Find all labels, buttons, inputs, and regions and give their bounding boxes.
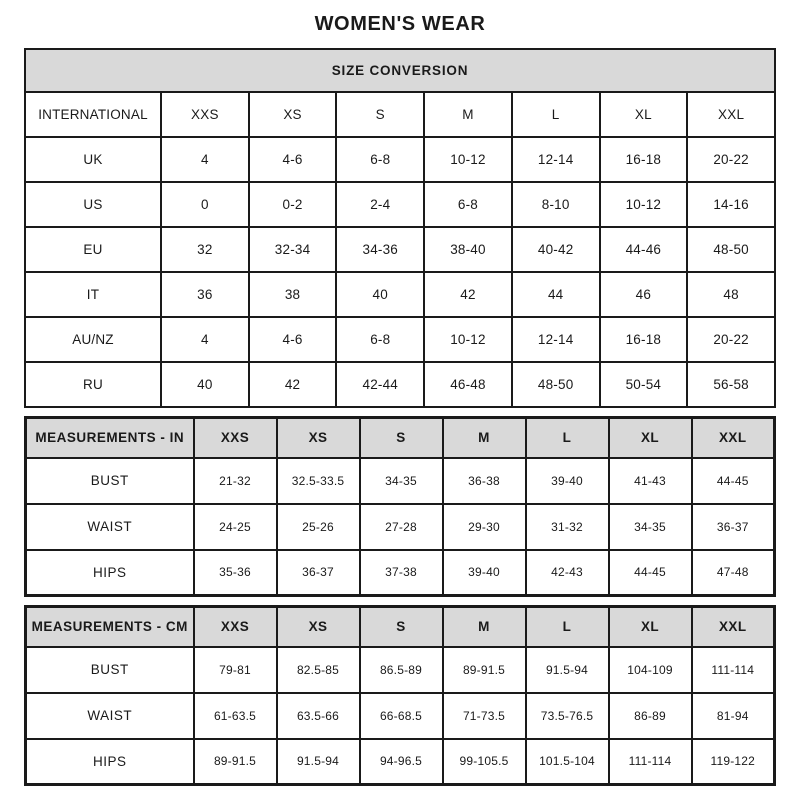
table-cell: 4-6: [249, 317, 337, 362]
row-label: BUST: [26, 458, 194, 504]
table-row: [25, 362, 775, 407]
table-cell: 99-105.5: [443, 739, 526, 785]
row-label: EU: [25, 227, 161, 272]
table-cell: 48-50: [687, 227, 775, 272]
table-cell: 20-22: [687, 137, 775, 182]
measurements-in-table: [24, 416, 776, 597]
table-title: SIZE CONVERSION: [25, 49, 775, 92]
table-cell: 40: [336, 272, 424, 317]
table-cell: 34-35: [360, 458, 443, 504]
table-cell: 6-8: [424, 182, 512, 227]
size-column-header: S: [336, 92, 424, 137]
tables-container: [24, 48, 776, 786]
table-cell: 71-73.5: [443, 693, 526, 739]
size-column-header: L: [512, 92, 600, 137]
table-row: [26, 458, 775, 504]
table-cell: 94-96.5: [360, 739, 443, 785]
size-column-header: XXS: [194, 418, 277, 458]
table-cell: 42: [424, 272, 512, 317]
header-label: MEASUREMENTS - IN: [26, 418, 194, 458]
table-cell: 36-37: [277, 550, 360, 596]
table-cell: 48-50: [512, 362, 600, 407]
table-cell: 41-43: [609, 458, 692, 504]
size-column-header: XXS: [194, 607, 277, 647]
table-cell: 21-32: [194, 458, 277, 504]
table-cell: 44-45: [692, 458, 775, 504]
size-column-header: XL: [600, 92, 688, 137]
table-cell: 10-12: [424, 137, 512, 182]
row-label: WAIST: [26, 504, 194, 550]
table-cell: 31-32: [526, 504, 609, 550]
header-row: [26, 607, 775, 647]
table-cell: 81-94: [692, 693, 775, 739]
table-cell: 20-22: [687, 317, 775, 362]
table-cell: 40-42: [512, 227, 600, 272]
table-cell: 16-18: [600, 137, 688, 182]
table-cell: 91.5-94: [277, 739, 360, 785]
row-label: WAIST: [26, 693, 194, 739]
table-cell: 46-48: [424, 362, 512, 407]
table-cell: 6-8: [336, 317, 424, 362]
table-cell: 104-109: [609, 647, 692, 693]
table-cell: 4: [161, 137, 249, 182]
table-cell: 46: [600, 272, 688, 317]
table-cell: 24-25: [194, 504, 277, 550]
size-column-header: XS: [277, 418, 360, 458]
measurements-cm-table: [24, 605, 776, 786]
table-row: [26, 739, 775, 785]
table-cell: 39-40: [526, 458, 609, 504]
size-column-header: XL: [609, 607, 692, 647]
table-cell: 56-58: [687, 362, 775, 407]
size-column-header: L: [526, 607, 609, 647]
header-row: [25, 92, 775, 137]
table-cell: 40: [161, 362, 249, 407]
table-cell: 111-114: [609, 739, 692, 785]
size-column-header: M: [443, 418, 526, 458]
table-cell: 16-18: [600, 317, 688, 362]
table-cell: 0-2: [249, 182, 337, 227]
header-row: [26, 418, 775, 458]
row-label: BUST: [26, 647, 194, 693]
header-label: MEASUREMENTS - CM: [26, 607, 194, 647]
table-cell: 82.5-85: [277, 647, 360, 693]
table-cell: 36-37: [692, 504, 775, 550]
row-label: RU: [25, 362, 161, 407]
row-label: UK: [25, 137, 161, 182]
table-cell: 63.5-66: [277, 693, 360, 739]
table-cell: 4: [161, 317, 249, 362]
table-cell: 34-35: [609, 504, 692, 550]
table-row: [26, 647, 775, 693]
row-label: HIPS: [26, 550, 194, 596]
table-cell: 42-44: [336, 362, 424, 407]
size-column-header: XXL: [692, 607, 775, 647]
table-cell: 91.5-94: [526, 647, 609, 693]
table-cell: 50-54: [600, 362, 688, 407]
table-cell: 29-30: [443, 504, 526, 550]
table-cell: 4-6: [249, 137, 337, 182]
table-cell: 47-48: [692, 550, 775, 596]
table-cell: 6-8: [336, 137, 424, 182]
header-label: INTERNATIONAL: [25, 92, 161, 137]
table-cell: 101.5-104: [526, 739, 609, 785]
table-cell: 44-45: [609, 550, 692, 596]
table-cell: 10-12: [424, 317, 512, 362]
table-cell: 61-63.5: [194, 693, 277, 739]
table-cell: 86-89: [609, 693, 692, 739]
size-column-header: XS: [277, 607, 360, 647]
table-row: [26, 550, 775, 596]
size-conversion-table: [24, 48, 776, 408]
size-column-header: XXS: [161, 92, 249, 137]
row-label: US: [25, 182, 161, 227]
table-cell: 12-14: [512, 317, 600, 362]
size-column-header: XL: [609, 418, 692, 458]
table-cell: 38: [249, 272, 337, 317]
table-cell: 39-40: [443, 550, 526, 596]
table-cell: 36: [161, 272, 249, 317]
table-row: [26, 504, 775, 550]
size-column-header: L: [526, 418, 609, 458]
table-cell: 12-14: [512, 137, 600, 182]
table-cell: 89-91.5: [443, 647, 526, 693]
table-cell: 44: [512, 272, 600, 317]
table-cell: 0: [161, 182, 249, 227]
table-cell: 42: [249, 362, 337, 407]
table-cell: 14-16: [687, 182, 775, 227]
page-title: WOMEN'S WEAR: [314, 13, 486, 35]
table-cell: 25-26: [277, 504, 360, 550]
size-column-header: S: [360, 607, 443, 647]
table-cell: 2-4: [336, 182, 424, 227]
table-cell: 73.5-76.5: [526, 693, 609, 739]
table-cell: 32-34: [249, 227, 337, 272]
size-column-header: XXL: [692, 418, 775, 458]
row-label: IT: [25, 272, 161, 317]
size-column-header: XXL: [687, 92, 775, 137]
table-cell: 38-40: [424, 227, 512, 272]
table-cell: 44-46: [600, 227, 688, 272]
table-row: [25, 317, 775, 362]
table-row: [25, 137, 775, 182]
table-cell: 89-91.5: [194, 739, 277, 785]
table-cell: 86.5-89: [360, 647, 443, 693]
table-cell: 42-43: [526, 550, 609, 596]
table-cell: 79-81: [194, 647, 277, 693]
table-cell: 111-114: [692, 647, 775, 693]
table-row: [25, 272, 775, 317]
table-cell: 119-122: [692, 739, 775, 785]
table-cell: 36-38: [443, 458, 526, 504]
table-row: [26, 693, 775, 739]
size-column-header: M: [443, 607, 526, 647]
size-column-header: M: [424, 92, 512, 137]
row-label: HIPS: [26, 739, 194, 785]
table-cell: 37-38: [360, 550, 443, 596]
table-cell: 48: [687, 272, 775, 317]
size-column-header: XS: [249, 92, 337, 137]
table-cell: 8-10: [512, 182, 600, 227]
table-cell: 35-36: [194, 550, 277, 596]
table-title-row: [25, 49, 775, 92]
table-cell: 32.5-33.5: [277, 458, 360, 504]
table-cell: 66-68.5: [360, 693, 443, 739]
table-cell: 34-36: [336, 227, 424, 272]
table-cell: 32: [161, 227, 249, 272]
table-row: [25, 182, 775, 227]
table-cell: 27-28: [360, 504, 443, 550]
table-cell: 10-12: [600, 182, 688, 227]
size-column-header: S: [360, 418, 443, 458]
table-row: [25, 227, 775, 272]
row-label: AU/NZ: [25, 317, 161, 362]
